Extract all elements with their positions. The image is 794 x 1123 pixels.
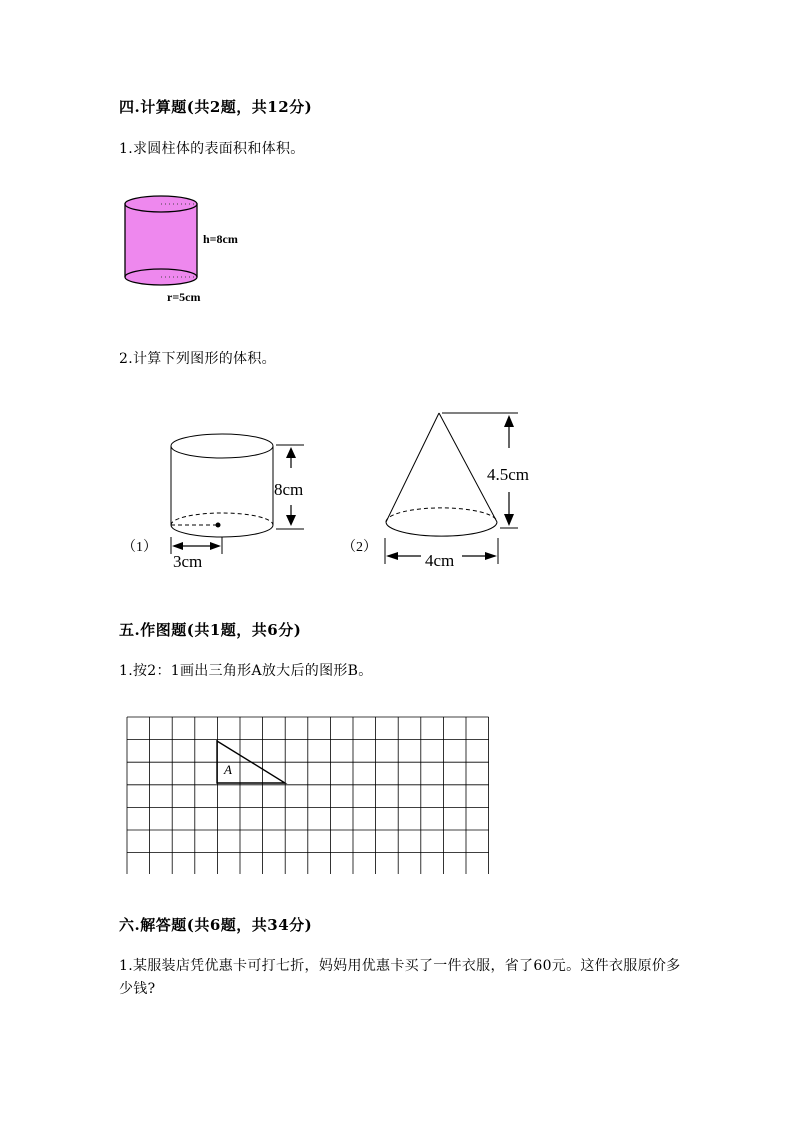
figure-1-radius-label: 3cm [173,552,203,571]
pink-cylinder-figure [115,190,255,310]
question-4-2-text: 2.计算下列图形的体积。 [119,351,276,367]
section-6-heading: 六.解答题(共6题，共34分) [119,916,313,934]
triangle-a-label: A [224,762,232,777]
figure-1-height-label: 8cm [274,480,304,499]
section-4-heading: 四.计算题(共2题，共12分) [119,98,313,116]
drawing-grid [124,714,492,874]
figure-2-diameter-label: 4cm [425,551,455,570]
figure-2-number: （2） [342,540,377,555]
cylinder-height-label: h=8cm [203,232,238,246]
question-4-1-text: 1.求圆柱体的表面积和体积。 [119,141,305,157]
figure-2-height-label: 4.5cm [487,465,530,484]
cylinder-radius-label: r=5cm [167,290,201,304]
figure-1-number: （1） [122,540,157,555]
center-dot [216,523,221,528]
question-5-1-text: 1.按2：1画出三角形A放大后的图形B。 [119,663,373,679]
cone-figure-2 [335,400,550,580]
section-5-heading: 五.作图题(共1题，共6分) [119,621,302,639]
question-6-1-text: 1.某服装店凭优惠卡可打七折，妈妈用优惠卡买了一件衣服，省了60元。这件衣服原价多少钱? [119,958,681,997]
cylinder-figure-1 [110,420,325,580]
grid-lines [127,717,489,874]
cylinder-body [125,196,197,285]
